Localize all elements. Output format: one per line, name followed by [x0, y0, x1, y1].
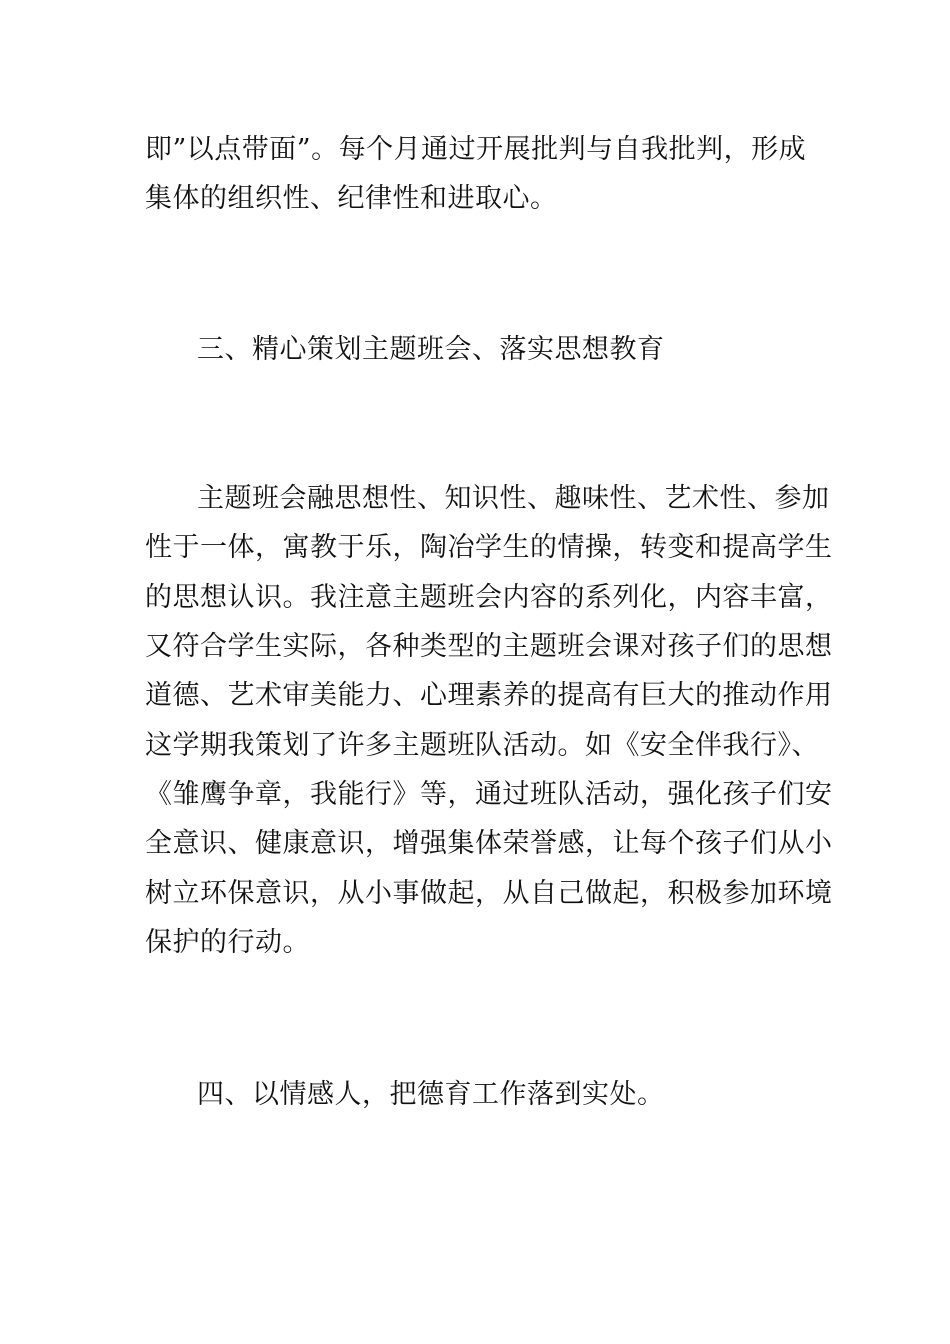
paragraph-3-line-3: 的思想认识。我注意主题班会内容的系列化，内容丰富，: [145, 582, 833, 613]
section-heading-4: 四、以情感人，把德育工作落到实处。: [197, 1079, 665, 1110]
paragraph-3-line-10: 保护的行动。: [145, 927, 310, 958]
paragraph-3-line-1: 主题班会融思想性、知识性、趣味性、艺术性、参加: [197, 483, 830, 514]
section-heading-3: 三、精心策划主题班会、落实思想教育: [197, 334, 665, 365]
paragraph-3-line-6: 这学期我策划了许多主题班队活动。如《安全伴我行》、: [145, 730, 819, 761]
paragraph-top-line-1: 即”以点带面”。每个月通过开展批判与自我批判，形成: [145, 134, 807, 165]
paragraph-top-line-2: 集体的组织性、纪律性和进取心。: [145, 183, 558, 214]
paragraph-3-line-5: 道德、艺术审美能力、心理素养的提高有巨大的推动作用: [145, 680, 833, 711]
paragraph-3-line-9: 树立环保意识，从小事做起，从自己做起，积极参加环境: [145, 878, 833, 909]
paragraph-3-line-4: 又符合学生实际，各种类型的主题班会课对孩子们的思想: [145, 631, 833, 662]
paragraph-3-line-2: 性于一体，寓教于乐，陶冶学生的情操，转变和提高学生: [145, 532, 833, 563]
paragraph-3-line-8: 全意识、健康意识，增强集体荣誉感，让每个孩子们从小: [145, 828, 833, 859]
paragraph-3-line-7: 《雏鹰争章，我能行》等，通过班队活动，强化孩子们安: [145, 779, 833, 810]
